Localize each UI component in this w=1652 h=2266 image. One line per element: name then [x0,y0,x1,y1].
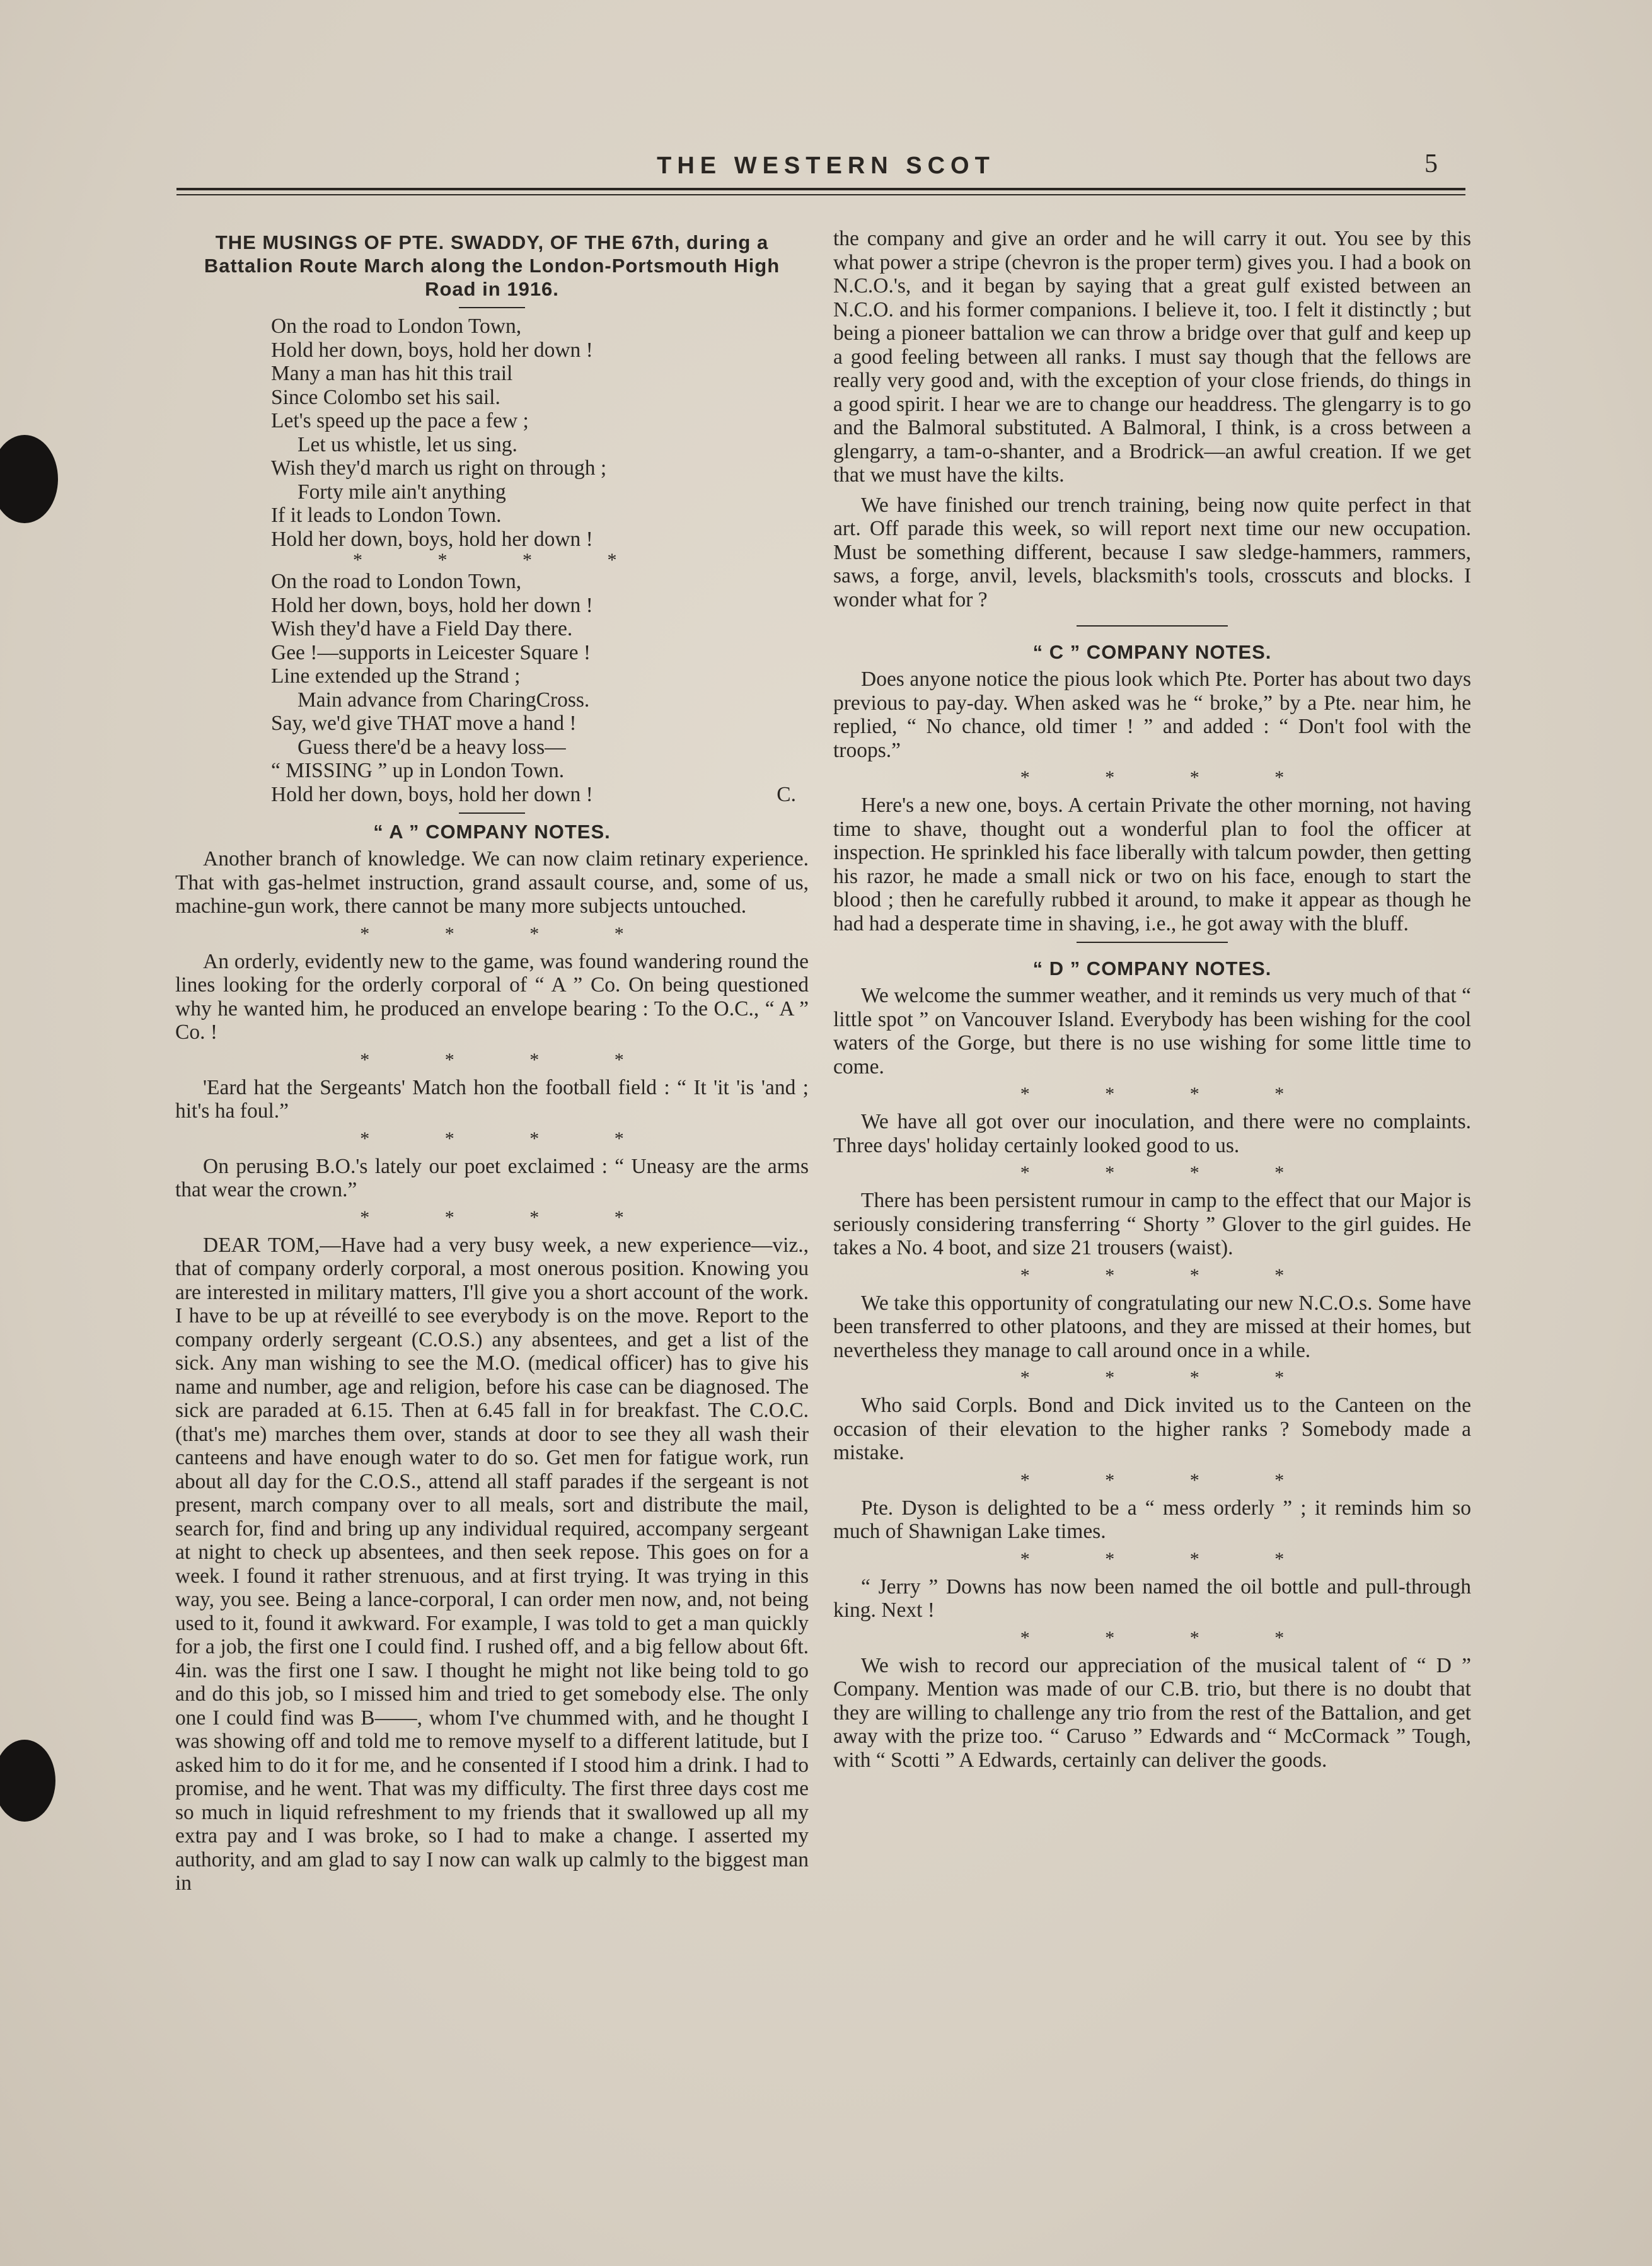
section-separator: * * * * [360,923,659,944]
section-separator: * * * * [360,1206,659,1228]
poem-line: Wish they'd march us right on through ; [271,456,607,480]
c-company-heading: “ C ” COMPANY NOTES. [1032,641,1272,663]
section-separator: * * * * [1020,1162,1320,1183]
poem-line: On the road to London Town, [271,570,522,593]
d-company-heading: “ D ” COMPANY NOTES. [1032,957,1272,980]
paragraph: An orderly, evidently new to the game, was found wandering round the lines looking for the orderly corporal of “ A ” Co. On being questioned why he wanted him, he produced an envelope bearing : To the O.C., “ A ” Co. ! [175,949,809,1044]
header-rule-top [176,188,1465,190]
poem [175,315,809,806]
section-separator: * * * * [1020,1367,1320,1388]
paragraph: 'Eard hat the Sergeants' Match hon the football field : “ It 'it 'is 'and ; hit's ha foul.” [175,1075,809,1123]
poem-line: Main advance from CharingCross. [297,688,590,712]
poem-line: On the road to London Town, [271,315,522,338]
musings-title: THE MUSINGS OF PTE. SWADDY, OF THE 67th, during a Battalion Route March along the London-Portsmouth High Road in 1916. [204,231,780,300]
poem-line: Let us whistle, let us sing. [297,432,517,456]
left-column [175,227,809,1902]
poem-line: Hold her down, boys, hold her down ! [271,338,593,362]
poem-line: Hold her down, boys, hold her down ! [271,782,593,806]
poem-line: Wish they'd have a Field Day there. [271,617,573,640]
paragraph: Another branch of knowledge. We can now claim retinary experience. That with gas-helmet instruction, grand assault course, and, some of us, machine-gun work, there cannot be many more subjects untouched. [175,847,809,918]
section-separator: * * * * [1020,767,1320,788]
poem-line: Forty mile ain't anything [297,480,506,504]
paragraph: We take this opportunity of congratulating our new N.C.O.s. Some have been transferred to other platoons, and they are missed at their homes, but nevertheless they manage to call around once in a while. [833,1291,1471,1362]
poem-line: Gee !—supports in Leicester Square ! [271,640,591,664]
poem-line: Say, we'd give THAT move a hand ! [271,712,577,735]
poem-line: If it leads to London Town. [271,504,502,527]
section-separator: * * * * [1020,1548,1320,1569]
paragraph: the company and give an order and he will carry it out. You see by this what power a stripe (chevron is the proper term) gives you. I had a book on N.C.O.'s, and it began by saying that a great gulf existed between an N.C.O. and his former companions. I believe it, too. I felt it distinctly ; but being a pioneer battalion we can throw a bridge over that gulf and keep up a good feeling between all ranks. I must say though that the fellows are really very good and, with the exception of your close friends, do things in a good spirit. I hear we are to change our headdress. The glengarry is to go and the Balmoral substituted. A Balmoral, I think, is a cross between a glengarry, a tam-o-shanter, and a Brodrick—an awful creation. If we get that we must have the kilts. [833,227,1471,487]
section-rule [1077,942,1228,943]
paragraph: “ Jerry ” Downs has now been named the oil bottle and pull-through king. Next ! [833,1575,1471,1622]
page-number: 5 [1424,149,1438,178]
paragraph: We welcome the summer weather, and it reminds us very much of that “ little spot ” on Vancouver Island. Everybody has been wishing for the cool waters of the Gorge, but there is no use wishing for some little time to come. [833,984,1471,1078]
masthead-title: THE WESTERN SCOT [657,153,995,179]
title-rule [459,307,525,308]
paragraph: Does anyone notice the pious look which Pte. Porter has about two days previous to pay-day. When asked was he “ broke,” by a Pte. near him, he replied, “ No chance, old timer ! ” and added : “ Don't fool with the troops.” [833,668,1471,762]
paragraph: We have finished our trench training, being now quite perfect in that art. Off parade this week, so will report next time our new occupation. Must be something different, because I saw sledge-hammers, rammers, saws, a forge, anvil, levels, blacksmith's tools, crosscuts and blocks. I wonder what for ? [833,493,1471,611]
section-rule [1077,625,1228,627]
section-separator: * * * * [360,1128,659,1149]
poem-line: Hold her down, boys, hold her down ! [271,527,593,551]
poem-line: Let's speed up the pace a few ; [271,409,529,432]
paragraph: There has been persistent rumour in camp to the effect that our Major is seriously considering transferring “ Shorty ” Glover to the girl guides. He takes a No. 4 boot, and size 21 trousers (waist). [833,1189,1471,1259]
paragraph: Who said Corpls. Bond and Dick invited us to the Canteen on the occasion of their elevation to the higher ranks ? Somebody made a mistake. [833,1394,1471,1464]
poem-last-row [271,783,809,807]
paragraph: DEAR TOM,—Have had a very busy week, a new experience—viz., that of company orderly corporal, a most onerous position. Knowing you are interested in military matters, I'll give you a short account of the work. I have to be up at réveillé to see everybody is on the move. Report to the company orderly sergeant (C.O.S.) any absentees, and get a list of the sick. Any man wishing to see the M.O. (medical officer) has to give his name and number, age and religion, before his case can be diagnosed. The sick are paraded at 6.15. Then at 6.45 fall in for breakfast. The C.O.C. (that's me) marches them over, stands at door to see they all wash their canteens and have enough water to do so. Get men for fatigue work, run about all day for the C.O.S., attend all staff parades if the sergeant is not present, march company over to all meals, sort and distribute the mail, search for, find and bring up any individual required, accompany sergeant at night to check up absentees, and then seek repose. This goes on for a week. I found it rather strenuous, and at first trying. It was trying in this way, you see. Being a lance-corporal, I can order men now, and, not being used to it, found it awkward. For example, I was told to get a man quickly for a job, the first one I could find. I rushed off, and a big fellow about 6ft. 4in. was the first one I saw. I thought he might not like being told to go and do this job, so I missed him and tried to get somebody else. The only one I could find was B——, whom I've chummed with, and he thought I was showing off and told me to remove myself to a different latitude, but I asked him to do it for me, and he consented if I stood him a drink. I had to promise, and he went. That was my difficulty. The first three days cost me so much in liquid refreshment to my friends that it swallowed up all my extra pay and I was broke, so I had to make a change. I asserted my authority, and am glad to say I now can walk up calmly to the biggest man in [175,1233,809,1895]
poem-line: “ MISSING ” up in London Town. [271,759,565,782]
poem-line: Since Colombo set his sail. [271,385,500,409]
paragraph: Pte. Dyson is delighted to be a “ mess orderly ” ; it reminds him so much of Shawnigan Lake times. [833,1496,1471,1543]
paragraph: We wish to record our appreciation of the musical talent of “ D ” Company. Mention was made of our C.B. trio, but there is no doubt that they are willing to challenge any trio from the rest of the Battalion, and get away with the prize too. “ Caruso ” Edwards and “ McCormack ” Tough, with “ Scotti ” A Edwards, certainly can deliver the goods. [833,1653,1471,1772]
section-separator: * * * * [360,1049,659,1070]
section-separator: * * * * [1020,1264,1320,1286]
poem-line: Line extended up the Strand ; [271,664,521,688]
right-column [833,227,1471,1778]
poem-line: Many a man has hit this trail [271,362,513,385]
paragraph: On perusing B.O.'s lately our poet exclaimed : “ Uneasy are the arms that wear the crown.” [175,1154,809,1201]
header-rule-bottom [176,194,1465,195]
a-company-heading: “ A ” COMPANY NOTES. [373,821,611,843]
paragraph: We have all got over our inoculation, and there were no complaints. Three days' holiday certainly looked good to us. [833,1110,1471,1157]
section-rule [459,812,525,814]
poem-line: Hold her down, boys, hold her down ! [271,593,593,617]
section-separator: * * * * [1020,1469,1320,1491]
section-separator: * * * * [1020,1627,1320,1648]
poem-line: Guess there'd be a heavy loss— [297,735,566,759]
poem-signature: C. [777,782,796,806]
section-separator: * * * * [1020,1084,1320,1104]
paragraph: Here's a new one, boys. A certain Private the other morning, not having time to shave, thought out a wonderful plan to fool the officer at inspection. He sprinkled his face liberally with talcum powder, then getting his razor, he made a small nick or two on his face, enough to start the blood ; then he carefully rubbed it around, to make it appear as though he had had a desperate time in shaving, i.e., he got away with the bluff. [833,794,1471,935]
section-separator: * * * * [353,550,652,570]
